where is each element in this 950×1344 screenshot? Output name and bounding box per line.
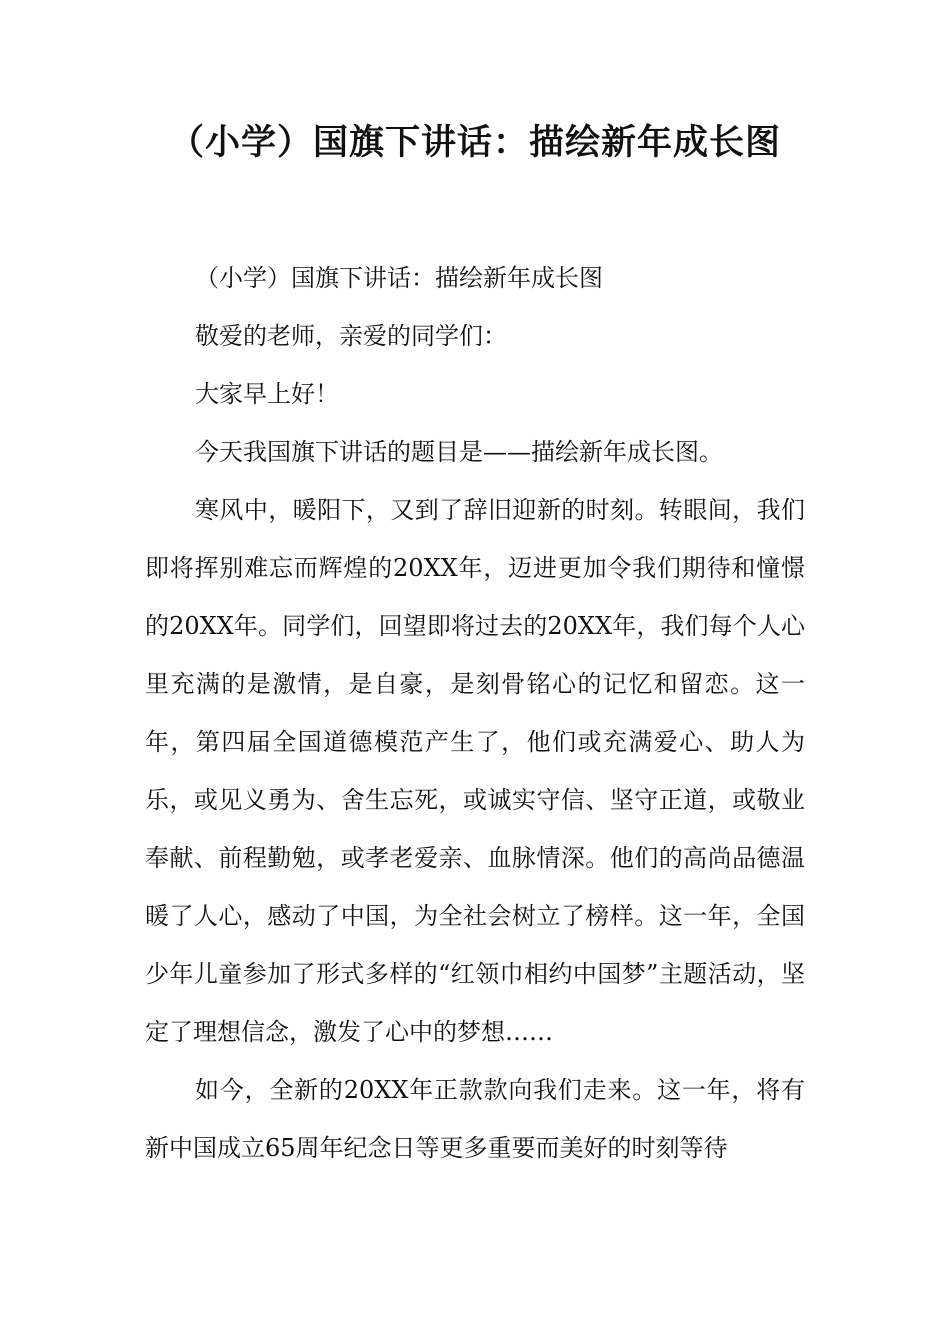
paragraph-greeting: 大家早上好！ [195,380,339,408]
paragraph-review: 寒风中，暖阳下，又到了辞旧迎新的时刻。转眼间，我们即将挥别难忘而辉煌的20XX年，迈进更加令我们期待和憧憬的20XX年。同学们，回望即将过去的20XX年，我们每个人心里充满的是激情，是自豪，是刻骨铭心的记忆和留恋。这一年，第四届全国道德模范产生了，他们或充满爱心、助人为乐，或见义勇为、舍生忘死，或诚实守信、坚守正道，或敬业奉献、前程勤勉，或孝老爱亲、血脉情深。他们的高尚品德温暖了人心，感动了中国，为全社会树立了榜样。这一年，全国少年儿童参加了形式多样的“红领巾相约中国梦”主题活动，坚定了理想信念，激发了心中的梦想…… [145,496,805,1046]
paragraph-topic: 今天我国旗下讲话的题目是——描绘新年成长图。 [195,438,723,466]
paragraph-new-year: 如今，全新的20XX年正款款向我们走来。这一年，将有新中国成立65周年纪念日等更多重要而美好的时刻等待 [145,1076,805,1162]
document-body [145,249,805,1177]
paragraph-subtitle: （小学）国旗下讲话：描绘新年成长图 [195,264,603,292]
paragraph-salutation: 敬爱的老师，亲爱的同学们： [195,322,507,350]
document-title: （小学）国旗下讲话：描绘新年成长图 [168,123,781,163]
